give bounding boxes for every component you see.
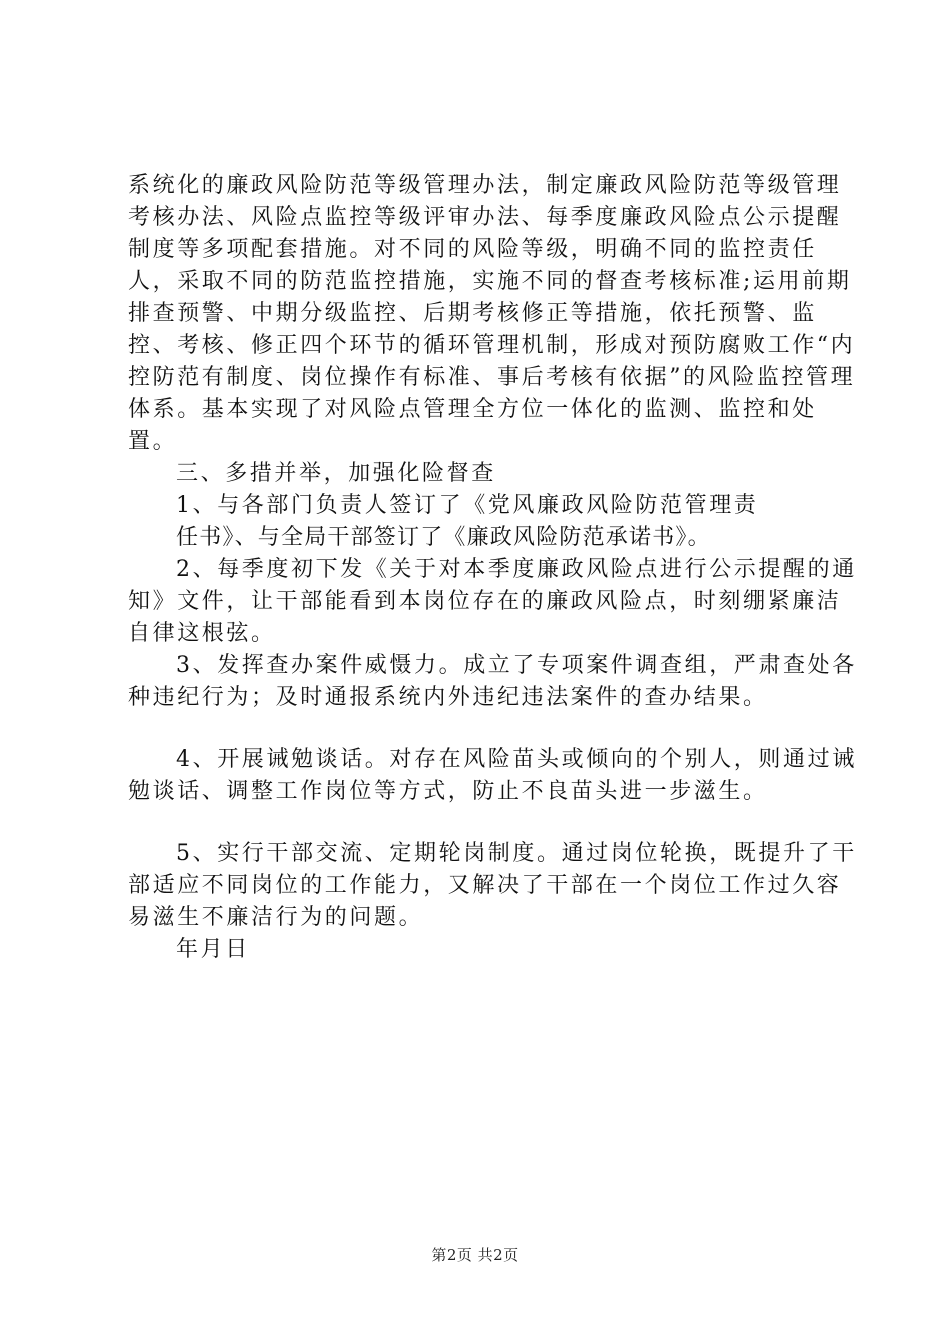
list-item-1-line-1: 1、与各部门负责人签订了《党风廉政风险防范管理责 [176,493,759,518]
list-item-4: 4、开展诫勉谈话。对存在风险苗头或倾向的个别人，则通过诫勉谈话、调整工作岗位等方式，防止不良苗头进一步滋生。 [128,747,857,804]
paragraph-risk-management-system: 系统化的廉政风险防范等级管理办法，制定廉政风险防范等级管理考核办法、风险点监控等级评审办法、每季度廉政风险点公示提醒制度等多项配套措施。对不同的风险等级，明确不同的监控责任人，采取不同的防范监控措施，实施不同的督查考核标准;运用前期排查预警、中期分级监控、后期考核修正等措施，依托预警、监控、考核、修正四个环节的循环管理机制，形成对预防腐败工作“内控防范有制度、岗位操作有标准、事后考核有依据”的风险监控管理体系。基本实现了对风险点管理全方位一体化的监测、监控和处置。 [128,173,856,454]
page-number-footer: 第2页 共2页 [431,1246,519,1264]
date-line: 年月日 [176,937,250,962]
list-item-2: 2、每季度初下发《关于对本季度廉政风险点进行公示提醒的通知》文件，让干部能看到本岗位存在的廉政风险点，时刻绷紧廉洁自律这根弦。 [128,557,857,646]
list-item-1-line-2: 任书》、与全局干部签订了《廉政风险防范承诺书》。 [176,525,711,550]
list-item-5: 5、实行干部交流、定期轮岗制度。通过岗位轮换，既提升了干部适应不同岗位的工作能力，又解决了干部在一个岗位工作过久容易滋生不廉洁行为的问题。 [128,841,857,930]
document-body [128,170,858,966]
section-heading-three: 三、多措并举，加强化险督查 [176,461,496,486]
list-item-3: 3、发挥查办案件威慑力。成立了专项案件调查组，严肃查处各种违纪行为；及时通报系统内外违纪违法案件的查办结果。 [128,653,857,710]
